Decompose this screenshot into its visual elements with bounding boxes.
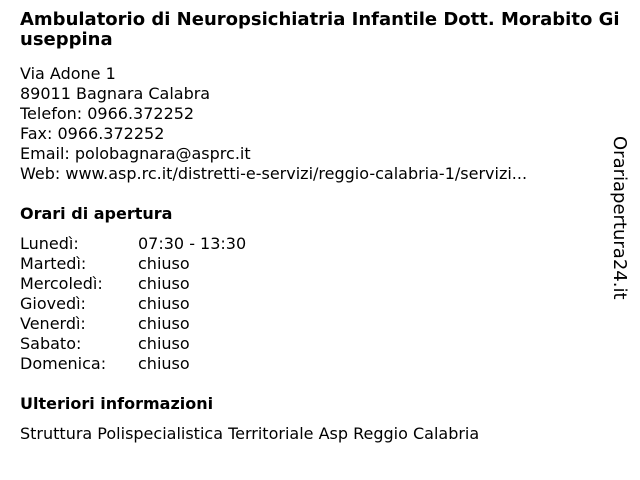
email-address: Email: polobagnara@asprc.it — [20, 144, 251, 163]
hours-value: chiuso — [138, 274, 190, 293]
page-title: Ambulatorio di Neuropsichiatria Infantile Dott. Morabito Giuseppina — [20, 9, 620, 50]
hours-value: chiuso — [138, 294, 190, 313]
fax-number: Fax: 0966.372252 — [20, 124, 165, 143]
site-watermark: Orariapertura24.it — [609, 136, 630, 300]
hours-value: chiuso — [138, 314, 190, 333]
hours-row — [20, 334, 246, 354]
hours-value: chiuso — [138, 254, 190, 273]
hours-row — [20, 354, 246, 374]
contact-block — [20, 64, 620, 184]
day-label: Sabato: — [20, 334, 82, 353]
opening-hours-table — [20, 234, 246, 374]
day-label: Mercoledì: — [20, 274, 103, 293]
day-label: Giovedì: — [20, 294, 86, 313]
day-label: Lunedì: — [20, 234, 79, 253]
city-address: 89011 Bagnara Calabra — [20, 84, 211, 103]
day-label: Martedì: — [20, 254, 87, 273]
additional-info-heading: Ulteriori informazioni — [20, 394, 214, 413]
additional-info-text: Struttura Polispecialistica Territoriale Asp Reggio Calabria — [20, 424, 480, 443]
day-label: Domenica: — [20, 354, 107, 373]
hours-value: chiuso — [138, 354, 190, 373]
phone-number: Telefon: 0966.372252 — [20, 104, 195, 123]
street-address: Via Adone 1 — [20, 64, 116, 83]
website-url: Web: www.asp.rc.it/distretti-e-servizi/reggio-calabria-1/servizi... — [20, 164, 528, 183]
hours-row — [20, 294, 246, 314]
hours-row — [20, 314, 246, 334]
hours-value: chiuso — [138, 334, 190, 353]
opening-hours-heading: Orari di apertura — [20, 204, 173, 223]
hours-row — [20, 254, 246, 274]
hours-value: 07:30 - 13:30 — [138, 234, 247, 253]
day-label: Venerdì: — [20, 314, 86, 333]
hours-row — [20, 234, 246, 254]
hours-row — [20, 274, 246, 294]
